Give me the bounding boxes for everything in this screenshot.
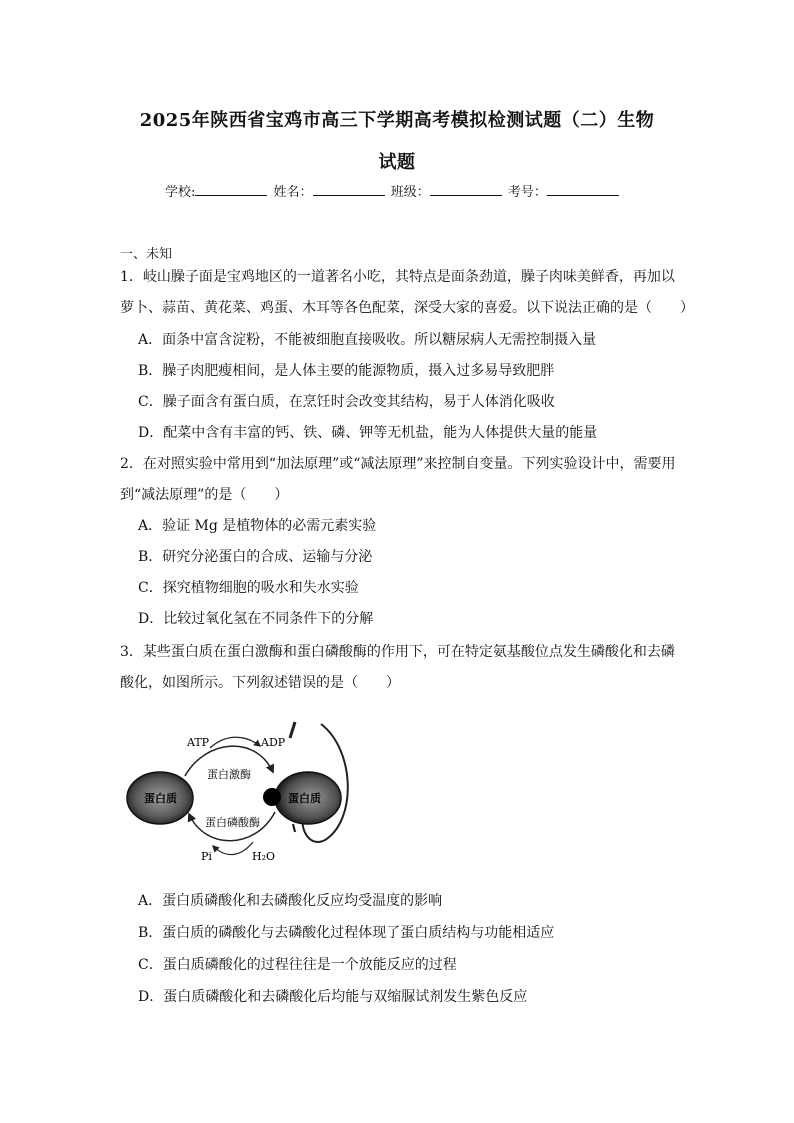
question-3-stem-line1: 3．某些蛋白质在蛋白激酶和蛋白磷酸酶的作用下，可在特定氨基酸位点发生磷酸化和去磷 — [120, 644, 675, 660]
school-blank[interactable] — [195, 183, 267, 196]
question-2-stem-line1: 2．在对照实验中常用到“加法原理”或“减法原理”来控制自变量。下列实验设计中，需要用 — [120, 456, 676, 472]
kinase-label: 蛋白激酶 — [207, 768, 251, 781]
question-3-stem-line2: 酸化，如图所示。下列叙述错误的是（ ） — [120, 675, 400, 691]
adp-label: ADP — [261, 736, 286, 749]
phosphorylation-diagram — [125, 720, 360, 870]
atp-label: ATP — [187, 736, 210, 749]
phosphatase-label: 蛋白磷酸酶 — [205, 816, 260, 829]
class-label: 班级： — [390, 185, 430, 200]
pi-label: Pi — [201, 850, 212, 863]
water-label: H₂O — [252, 850, 276, 863]
question-3-option-d[interactable]: D．蛋白质磷酸化和去磷酸化后均能与双缩脲试剂发生紫色反应 — [138, 989, 528, 1005]
school-label: 学校: — [165, 185, 196, 200]
question-2-stem-line2: 到“减法原理”的是（ ） — [120, 487, 289, 503]
question-1-stem-line1: 1．岐山臊子面是宝鸡地区的一道著名小吃，其特点是面条劲道，臊子肉味美鲜香，再加以 — [120, 269, 675, 285]
phosphate-dot — [263, 788, 281, 806]
question-3-option-b[interactable]: B．蛋白质的磷酸化与去磷酸化过程体现了蛋白质结构与功能相适应 — [138, 925, 555, 941]
water-pi-arrow — [213, 842, 253, 855]
exam-title-line2: 试题 — [378, 152, 416, 173]
number-blank[interactable] — [547, 183, 619, 196]
tick-mark — [293, 824, 295, 832]
protein-left-label: 蛋白质 — [144, 792, 177, 805]
slash-mark — [290, 722, 295, 738]
question-3-option-c[interactable]: C．蛋白质磷酸化的过程往往是一个放能反应的过程 — [138, 957, 457, 973]
question-1-option-a[interactable]: A．面条中富含淀粉，不能被细胞直接吸收。所以糖尿病人无需控制摄入量 — [138, 332, 597, 348]
question-2-option-d[interactable]: D．比较过氧化氢在不同条件下的分解 — [138, 611, 374, 627]
name-label: 姓名： — [273, 185, 313, 200]
question-3-option-a[interactable]: A．蛋白质磷酸化和去磷酸化反应均受温度的影响 — [138, 893, 443, 909]
class-blank[interactable] — [430, 183, 502, 196]
exam-title-line1: 2025年陕西省宝鸡市高三下学期高考模拟检测试题（二）生物 — [139, 110, 655, 131]
number-label: 考号： — [507, 185, 547, 200]
question-2-option-b[interactable]: B．研究分泌蛋白的合成、运输与分泌 — [138, 549, 373, 565]
question-1-option-b[interactable]: B．臊子肉肥瘦相间，是人体主要的能源物质，摄入过多易导致肥胖 — [138, 363, 555, 379]
question-1-option-d[interactable]: D．配菜中含有丰富的钙、铁、磷、钾等无机盐，能为人体提供大量的能量 — [138, 425, 598, 441]
question-1-stem-line2: 萝卜、蒜苗、黄花菜、鸡蛋、木耳等各色配菜，深受大家的喜爱。以下说法正确的是（ ） — [120, 300, 694, 316]
protein-right-label: 蛋白质 — [288, 792, 321, 805]
name-blank[interactable] — [313, 183, 385, 196]
question-2-option-c[interactable]: C．探究植物细胞的吸水和失水实验 — [138, 580, 359, 596]
section-heading: 一、未知 — [120, 247, 173, 262]
question-2-option-a[interactable]: A．验证 Mg 是植物体的必需元素实验 — [138, 518, 377, 534]
student-info-row — [165, 181, 621, 200]
question-1-option-c[interactable]: C．臊子面含有蛋白质，在烹饪时会改变其结构，易于人体消化吸收 — [138, 394, 555, 410]
